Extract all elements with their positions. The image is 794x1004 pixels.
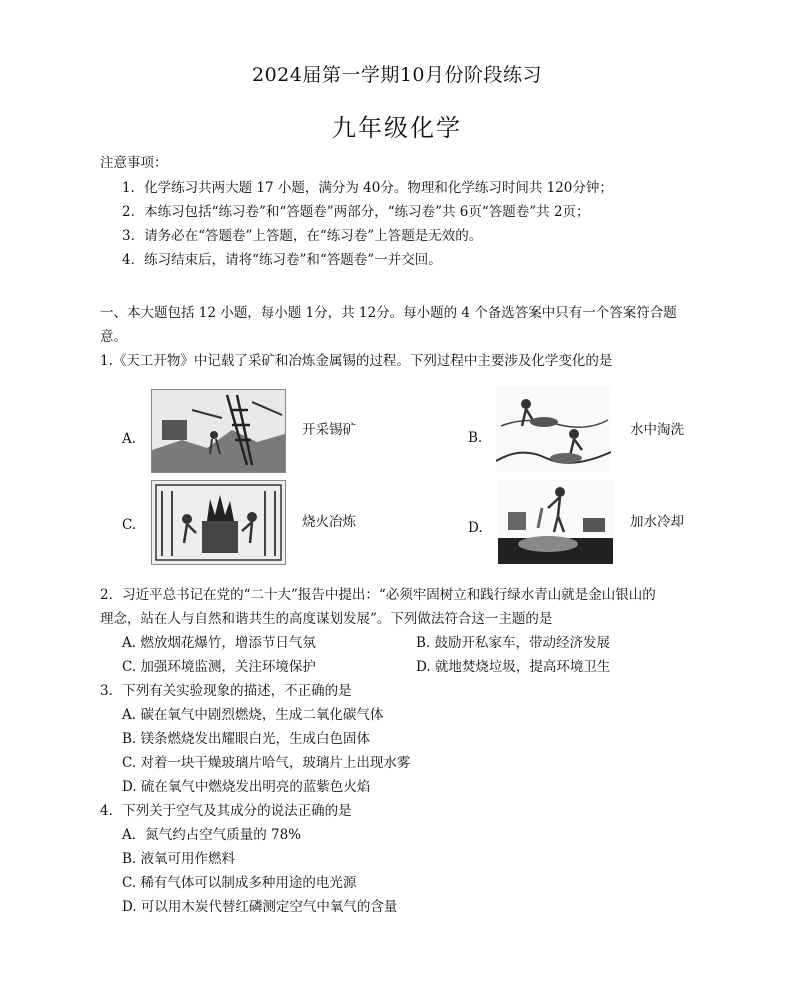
q4-option-b: B. 液氧可用作燃料	[122, 851, 236, 867]
q3-option-d: D. 硫在氧气中燃烧发出明亮的蓝紫色火焰	[122, 779, 371, 795]
q1-option-a-letter: A.	[122, 431, 137, 447]
notes-item: 2．本练习包括“练习卷”和“答题卷”两部分，“练习卷”共 6页“答题卷”共 2页；	[122, 204, 590, 220]
q1-option-b-letter: B.	[468, 430, 483, 446]
notes-item: 3．请务必在“答题卷”上答题，在“练习卷”上答题是无效的。	[122, 228, 483, 244]
section-intro-cont: 意。	[100, 329, 127, 345]
q4-option-c: C. 稀有气体可以制成多种用途的电光源	[122, 875, 357, 891]
question-2-stem-cont: 理念，站在人与自然和谐共生的高度谋划发展”。下列做法符合这一主题的是	[100, 611, 553, 627]
q1-option-b-caption: 水中淘洗	[630, 422, 684, 438]
question-1-stem: 1.《天工开物》中记载了采矿和冶炼金属锡的过程。下列过程中主要涉及化学变化的是	[100, 353, 613, 369]
notes-item: 1．化学练习共两大题 17 小题，满分为 40分。物理和化学练习时间共 120分钟；	[122, 180, 613, 196]
q3-option-c: C. 对着一块干燥玻璃片哈气，玻璃片上出现水雾	[122, 755, 411, 771]
notes-heading: 注意事项：	[100, 155, 168, 171]
q1-option-d-letter: D.	[468, 520, 483, 536]
q3-option-a: A. 碳在氧气中剧烈燃烧，生成二氧化碳气体	[122, 707, 384, 723]
question-3-stem: 3．下列有关实验现象的描述，不正确的是	[100, 683, 352, 699]
smelting-furnace-illustration	[151, 480, 286, 565]
exam-subtitle: 九年级化学	[332, 114, 462, 142]
washing-in-water-illustration	[496, 386, 611, 472]
question-2-stem: 2．习近平总书记在党的“二十大”报告中提出：“必须牢固树立和践行绿水青山就是金山银山的	[100, 587, 656, 603]
section-intro: 一、本大题包括 12 小题，每小题 1分，共 12分。每小题的 4 个备选答案中只有一个答案符合题	[100, 305, 677, 321]
q1-option-c-caption: 烧火冶炼	[302, 514, 356, 530]
q2-option-d: D. 就地焚烧垃圾，提高环境卫生	[416, 659, 611, 675]
q1-option-d-caption: 加水冷却	[630, 514, 684, 530]
question-4-stem: 4．下列关于空气及其成分的说法正确的是	[100, 803, 352, 819]
exam-title: 2024届第一学期10月份阶段练习	[251, 64, 543, 86]
cooling-with-water-illustration	[498, 480, 613, 564]
q4-option-d: D. 可以用木炭代替红磷测定空气中氧气的含量	[122, 899, 398, 915]
q2-option-c: C. 加强环境监测，关注环境保护	[122, 659, 316, 675]
notes-item: 4．练习结束后，请将“练习卷”和“答题卷”一并交回。	[122, 252, 442, 268]
q2-option-b: B. 鼓励开私家车，带动经济发展	[416, 635, 611, 651]
q4-option-a: A．氮气约占空气质量的 78%	[122, 827, 302, 843]
tin-mining-illustration	[151, 389, 286, 473]
q2-option-a: A. 燃放烟花爆竹，增添节日气氛	[122, 635, 316, 651]
q3-option-b: B. 镁条燃烧发出耀眼白光，生成白色固体	[122, 731, 371, 747]
q1-option-a-caption: 开采锡矿	[302, 422, 356, 438]
q1-option-c-letter: C.	[122, 517, 137, 533]
